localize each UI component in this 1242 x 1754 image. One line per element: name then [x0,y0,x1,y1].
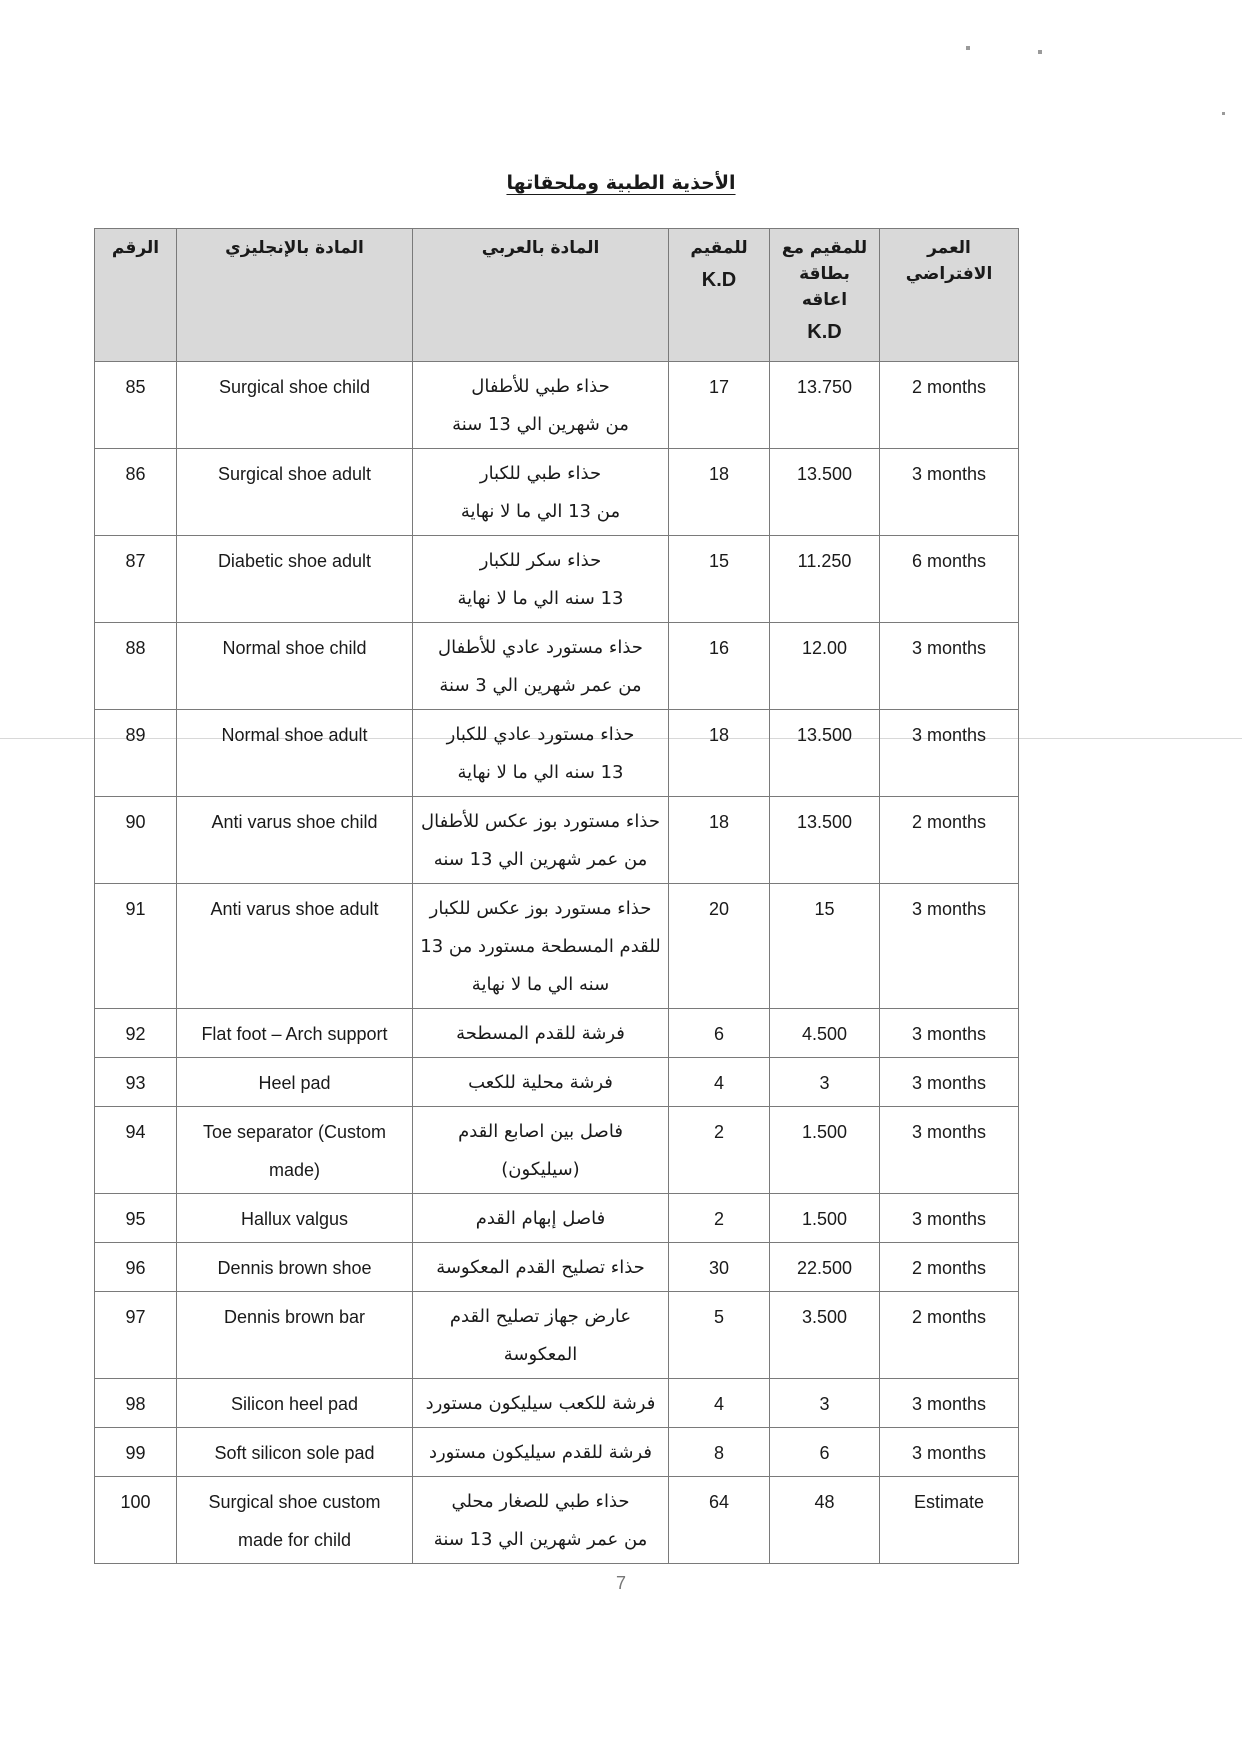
cell-english [177,1243,413,1292]
resident-price: 64 [708,1492,730,1512]
item-number: 85 [125,377,146,397]
table-row [95,1428,1019,1477]
cell-number [95,1292,177,1379]
header-number [95,229,177,362]
lifespan-value: 2 months [911,377,987,397]
resident-price: 4 [713,1394,724,1414]
item-name-arabic: حذاء طبي للأطفال [471,376,610,397]
item-name-arabic: فاصل بين اصابع القدم (سيليكون) [458,1121,623,1180]
header-english-label: المادة بالإنجليزي [225,238,364,258]
cell-number [95,449,177,536]
cell-disability-price [770,710,880,797]
item-name-english: Toe separator (Custom [202,1122,387,1142]
item-number: 89 [125,725,146,745]
resident-price: 18 [708,812,730,832]
item-name-english: Surgical shoe adult [217,464,372,484]
disability-price: 6 [819,1443,830,1463]
cell-arabic [413,884,669,1009]
item-name-arabic: حذاء سكر للكبار [479,550,602,571]
cell-resident-price [669,1243,770,1292]
item-name-arabic: حذاء مستورد عادي للكبار [446,724,635,745]
item-number: 86 [125,464,146,484]
item-name-arabic: حذاء طبي للصغار محلي [451,1491,630,1512]
disability-price: 12.00 [801,638,848,658]
item-name-english: Heel pad [258,1073,331,1093]
item-number: 94 [125,1122,146,1142]
disability-price: 3.500 [801,1307,848,1327]
cell-arabic [413,1107,669,1194]
cell-number [95,1243,177,1292]
disability-price: 13.750 [796,377,853,397]
cell-disability-price [770,1243,880,1292]
resident-price: 17 [708,377,730,397]
item-name-english: Dennis brown shoe [217,1258,372,1278]
header-disability-unit: K.D [807,321,842,343]
header-lifespan [880,229,1019,362]
header-disability-label: للمقيم مع بطاقة اعاقه [781,238,868,310]
cell-lifespan [880,797,1019,884]
lifespan-value: 3 months [911,1209,987,1229]
cell-lifespan [880,1292,1019,1379]
item-name-arabic: 13 سنه الي ما لا نهاية [457,588,624,609]
disability-price: 11.250 [797,551,852,571]
header-english [177,229,413,362]
table-row [95,536,1019,623]
cell-resident-price [669,1009,770,1058]
table-row [95,1243,1019,1292]
item-name-english: Dennis brown bar [223,1307,366,1327]
cell-english [177,1477,413,1564]
cell-english [177,1292,413,1379]
disability-price: 48 [814,1492,835,1512]
header-resident [669,229,770,362]
cell-disability-price [770,797,880,884]
header-arabic [413,229,669,362]
cell-disability-price [770,449,880,536]
cell-resident-price [669,362,770,449]
disability-price: 13.500 [796,464,853,484]
header-disability [770,229,880,362]
item-name-english: made) [268,1160,321,1180]
cell-english [177,1379,413,1428]
resident-price: 2 [713,1122,724,1142]
cell-resident-price [669,1194,770,1243]
item-name-arabic: من شهرين الي 13 سنة [452,414,629,435]
item-number: 92 [125,1024,146,1044]
cell-english [177,449,413,536]
item-name-arabic: فرشة محلية للكعب [468,1072,613,1093]
lifespan-value: 2 months [911,812,987,832]
table-row [95,1477,1019,1564]
table-row [95,362,1019,449]
cell-english [177,797,413,884]
cell-number [95,1107,177,1194]
item-name-english: Hallux valgus [240,1209,349,1229]
cell-arabic [413,1058,669,1107]
disability-price: 13.500 [796,725,853,745]
cell-number [95,1058,177,1107]
item-number: 88 [125,638,146,658]
item-name-arabic: حذاء مستورد بوز عكس للأطفال [421,811,660,832]
cell-lifespan [880,1243,1019,1292]
cell-resident-price [669,536,770,623]
item-name-arabic: للقدم المسطحة مستورد من 13 [420,936,661,957]
item-name-arabic: حذاء مستورد عادي للأطفال [438,637,643,658]
cell-disability-price [770,362,880,449]
disability-price: 22.500 [796,1258,853,1278]
item-number: 100 [120,1492,151,1512]
scan-speck [1038,50,1042,54]
lifespan-value: Estimate [913,1492,985,1512]
item-name-english: Soft silicon sole pad [214,1443,375,1463]
cell-arabic [413,797,669,884]
item-name-english: Normal shoe adult [221,725,368,745]
scan-speck [966,46,970,50]
item-number: 90 [125,812,146,832]
table-row [95,1058,1019,1107]
cell-arabic [413,1428,669,1477]
disability-price: 1.500 [801,1209,848,1229]
resident-price: 5 [713,1307,724,1327]
item-name-arabic: فاصل إبهام القدم [475,1208,606,1229]
item-name-arabic: من عمر شهرين الي 13 سنة [433,1529,648,1550]
cell-arabic [413,623,669,710]
cell-lifespan [880,1477,1019,1564]
table-row [95,884,1019,1009]
disability-price: 1.500 [801,1122,848,1142]
cell-disability-price [770,1379,880,1428]
table-row [95,797,1019,884]
cell-disability-price [770,1477,880,1564]
cell-resident-price [669,449,770,536]
cell-arabic [413,1379,669,1428]
item-number: 95 [125,1209,146,1229]
cell-arabic [413,1243,669,1292]
cell-english [177,710,413,797]
item-name-arabic: حذاء تصليح القدم المعكوسة [436,1257,645,1278]
cell-arabic [413,362,669,449]
cell-english [177,623,413,710]
cell-english [177,1428,413,1477]
cell-resident-price [669,1477,770,1564]
item-name-english: Diabetic shoe adult [217,551,372,571]
lifespan-value: 3 months [911,1073,987,1093]
cell-lifespan [880,1428,1019,1477]
table-row [95,1379,1019,1428]
table-row [95,1107,1019,1194]
disability-price: 13.500 [796,812,853,832]
item-name-english: Surgical shoe custom [208,1492,381,1512]
header-resident-unit: K.D [701,269,737,291]
cell-arabic [413,710,669,797]
table-row [95,1292,1019,1379]
lifespan-value: 3 months [911,1024,987,1044]
page-title [0,172,1242,194]
item-number: 97 [125,1307,146,1327]
cell-english [177,1194,413,1243]
cell-lifespan [880,623,1019,710]
cell-arabic [413,1292,669,1379]
resident-price: 30 [708,1258,730,1278]
cell-resident-price [669,623,770,710]
cell-english [177,362,413,449]
disability-price: 15 [814,899,835,919]
item-name-arabic: فرشة للقدم سيليكون مستورد [428,1442,653,1463]
cell-lifespan [880,1379,1019,1428]
table-header-row [95,229,1019,362]
lifespan-value: 3 months [911,1443,987,1463]
item-name-english: Silicon heel pad [230,1394,359,1414]
item-name-arabic: حذاء مستورد بوز عكس للكبار [429,898,652,919]
table-row [95,710,1019,797]
lifespan-value: 3 months [911,1122,987,1142]
cell-number [95,1477,177,1564]
lifespan-value: 3 months [911,1394,987,1414]
item-name-arabic: من 13 الي ما لا نهاية [460,501,621,522]
cell-number [95,884,177,1009]
cell-number [95,623,177,710]
resident-price: 16 [708,638,730,658]
cell-number [95,710,177,797]
cell-lifespan [880,710,1019,797]
cell-resident-price [669,1107,770,1194]
item-name-arabic: المعكوسة [503,1344,578,1365]
header-resident-label: للمقيم [690,238,748,258]
cell-resident-price [669,710,770,797]
cell-disability-price [770,1009,880,1058]
lifespan-value: 3 months [911,725,987,745]
item-number: 99 [125,1443,146,1463]
table-row [95,1194,1019,1243]
cell-number [95,536,177,623]
page-number: 7 [615,1573,626,1593]
page-title-text: الأحذية الطبية وملحقاتها [506,172,736,194]
item-name-english: made for child [237,1530,352,1550]
cell-arabic [413,1009,669,1058]
cell-disability-price [770,1058,880,1107]
cell-disability-price [770,1428,880,1477]
cell-disability-price [770,536,880,623]
item-name-arabic: عارض جهاز تصليح القدم [449,1306,632,1327]
item-number: 93 [125,1073,146,1093]
item-name-english: Anti varus shoe child [211,812,378,832]
cell-resident-price [669,1379,770,1428]
cell-lifespan [880,449,1019,536]
item-name-arabic: 13 سنه الي ما لا نهاية [457,762,624,783]
cell-lifespan [880,1009,1019,1058]
cell-english [177,1009,413,1058]
cell-number [95,362,177,449]
cell-resident-price [669,1058,770,1107]
resident-price: 20 [708,899,730,919]
lifespan-value: 3 months [911,464,987,484]
cell-english [177,1058,413,1107]
header-lifespan-label: العمر الافتراضي [905,238,993,284]
cell-lifespan [880,1194,1019,1243]
cell-disability-price [770,1292,880,1379]
lifespan-value: 2 months [911,1307,987,1327]
cell-resident-price [669,884,770,1009]
table-row [95,1009,1019,1058]
table-row [95,449,1019,536]
cell-arabic [413,536,669,623]
cell-lifespan [880,884,1019,1009]
resident-price: 8 [713,1443,724,1463]
item-number: 98 [125,1394,146,1414]
resident-price: 15 [708,551,730,571]
scan-speck [1222,112,1225,115]
cell-disability-price [770,623,880,710]
item-name-arabic: من عمر شهرين الي 3 سنة [439,675,642,696]
cell-lifespan [880,1058,1019,1107]
resident-price: 18 [708,725,730,745]
disability-price: 4.500 [801,1024,848,1044]
item-name-arabic: حذاء طبي للكبار [479,463,602,484]
cell-resident-price [669,1428,770,1477]
item-number: 91 [125,899,146,919]
lifespan-value: 3 months [911,899,987,919]
cell-resident-price [669,1292,770,1379]
lifespan-value: 6 months [911,551,987,571]
item-number: 87 [125,551,146,571]
cell-disability-price [770,884,880,1009]
table-row [95,623,1019,710]
cell-arabic [413,1477,669,1564]
item-name-english: Flat foot – Arch support [201,1024,388,1044]
lifespan-value: 2 months [911,1258,987,1278]
item-name-arabic: من عمر شهرين الي 13 سنه [433,849,648,870]
cell-lifespan [880,362,1019,449]
item-name-english: Normal shoe child [222,638,367,658]
header-number-label: الرقم [111,238,160,258]
cell-number [95,1009,177,1058]
cell-english [177,1107,413,1194]
item-name-arabic: فرشة للكعب سيليكون مستورد [425,1393,656,1414]
price-table [94,228,1019,1564]
cell-lifespan [880,536,1019,623]
cell-number [95,1194,177,1243]
resident-price: 2 [713,1209,724,1229]
item-name-english: Anti varus shoe adult [210,899,379,919]
header-arabic-label: المادة بالعربي [481,238,600,258]
cell-disability-price [770,1194,880,1243]
cell-english [177,884,413,1009]
cell-number [95,797,177,884]
cell-lifespan [880,1107,1019,1194]
item-number: 96 [125,1258,146,1278]
disability-price: 3 [819,1394,830,1414]
resident-price: 4 [713,1073,724,1093]
cell-number [95,1379,177,1428]
resident-price: 18 [708,464,730,484]
resident-price: 6 [713,1024,724,1044]
cell-disability-price [770,1107,880,1194]
cell-arabic [413,1194,669,1243]
cell-arabic [413,449,669,536]
cell-english [177,536,413,623]
item-name-english: Surgical shoe child [218,377,371,397]
item-name-arabic: سنه الي ما لا نهاية [471,974,610,995]
cell-number [95,1428,177,1477]
cell-resident-price [669,797,770,884]
disability-price: 3 [819,1073,830,1093]
item-name-arabic: فرشة للقدم المسطحة [456,1023,625,1044]
lifespan-value: 3 months [911,638,987,658]
